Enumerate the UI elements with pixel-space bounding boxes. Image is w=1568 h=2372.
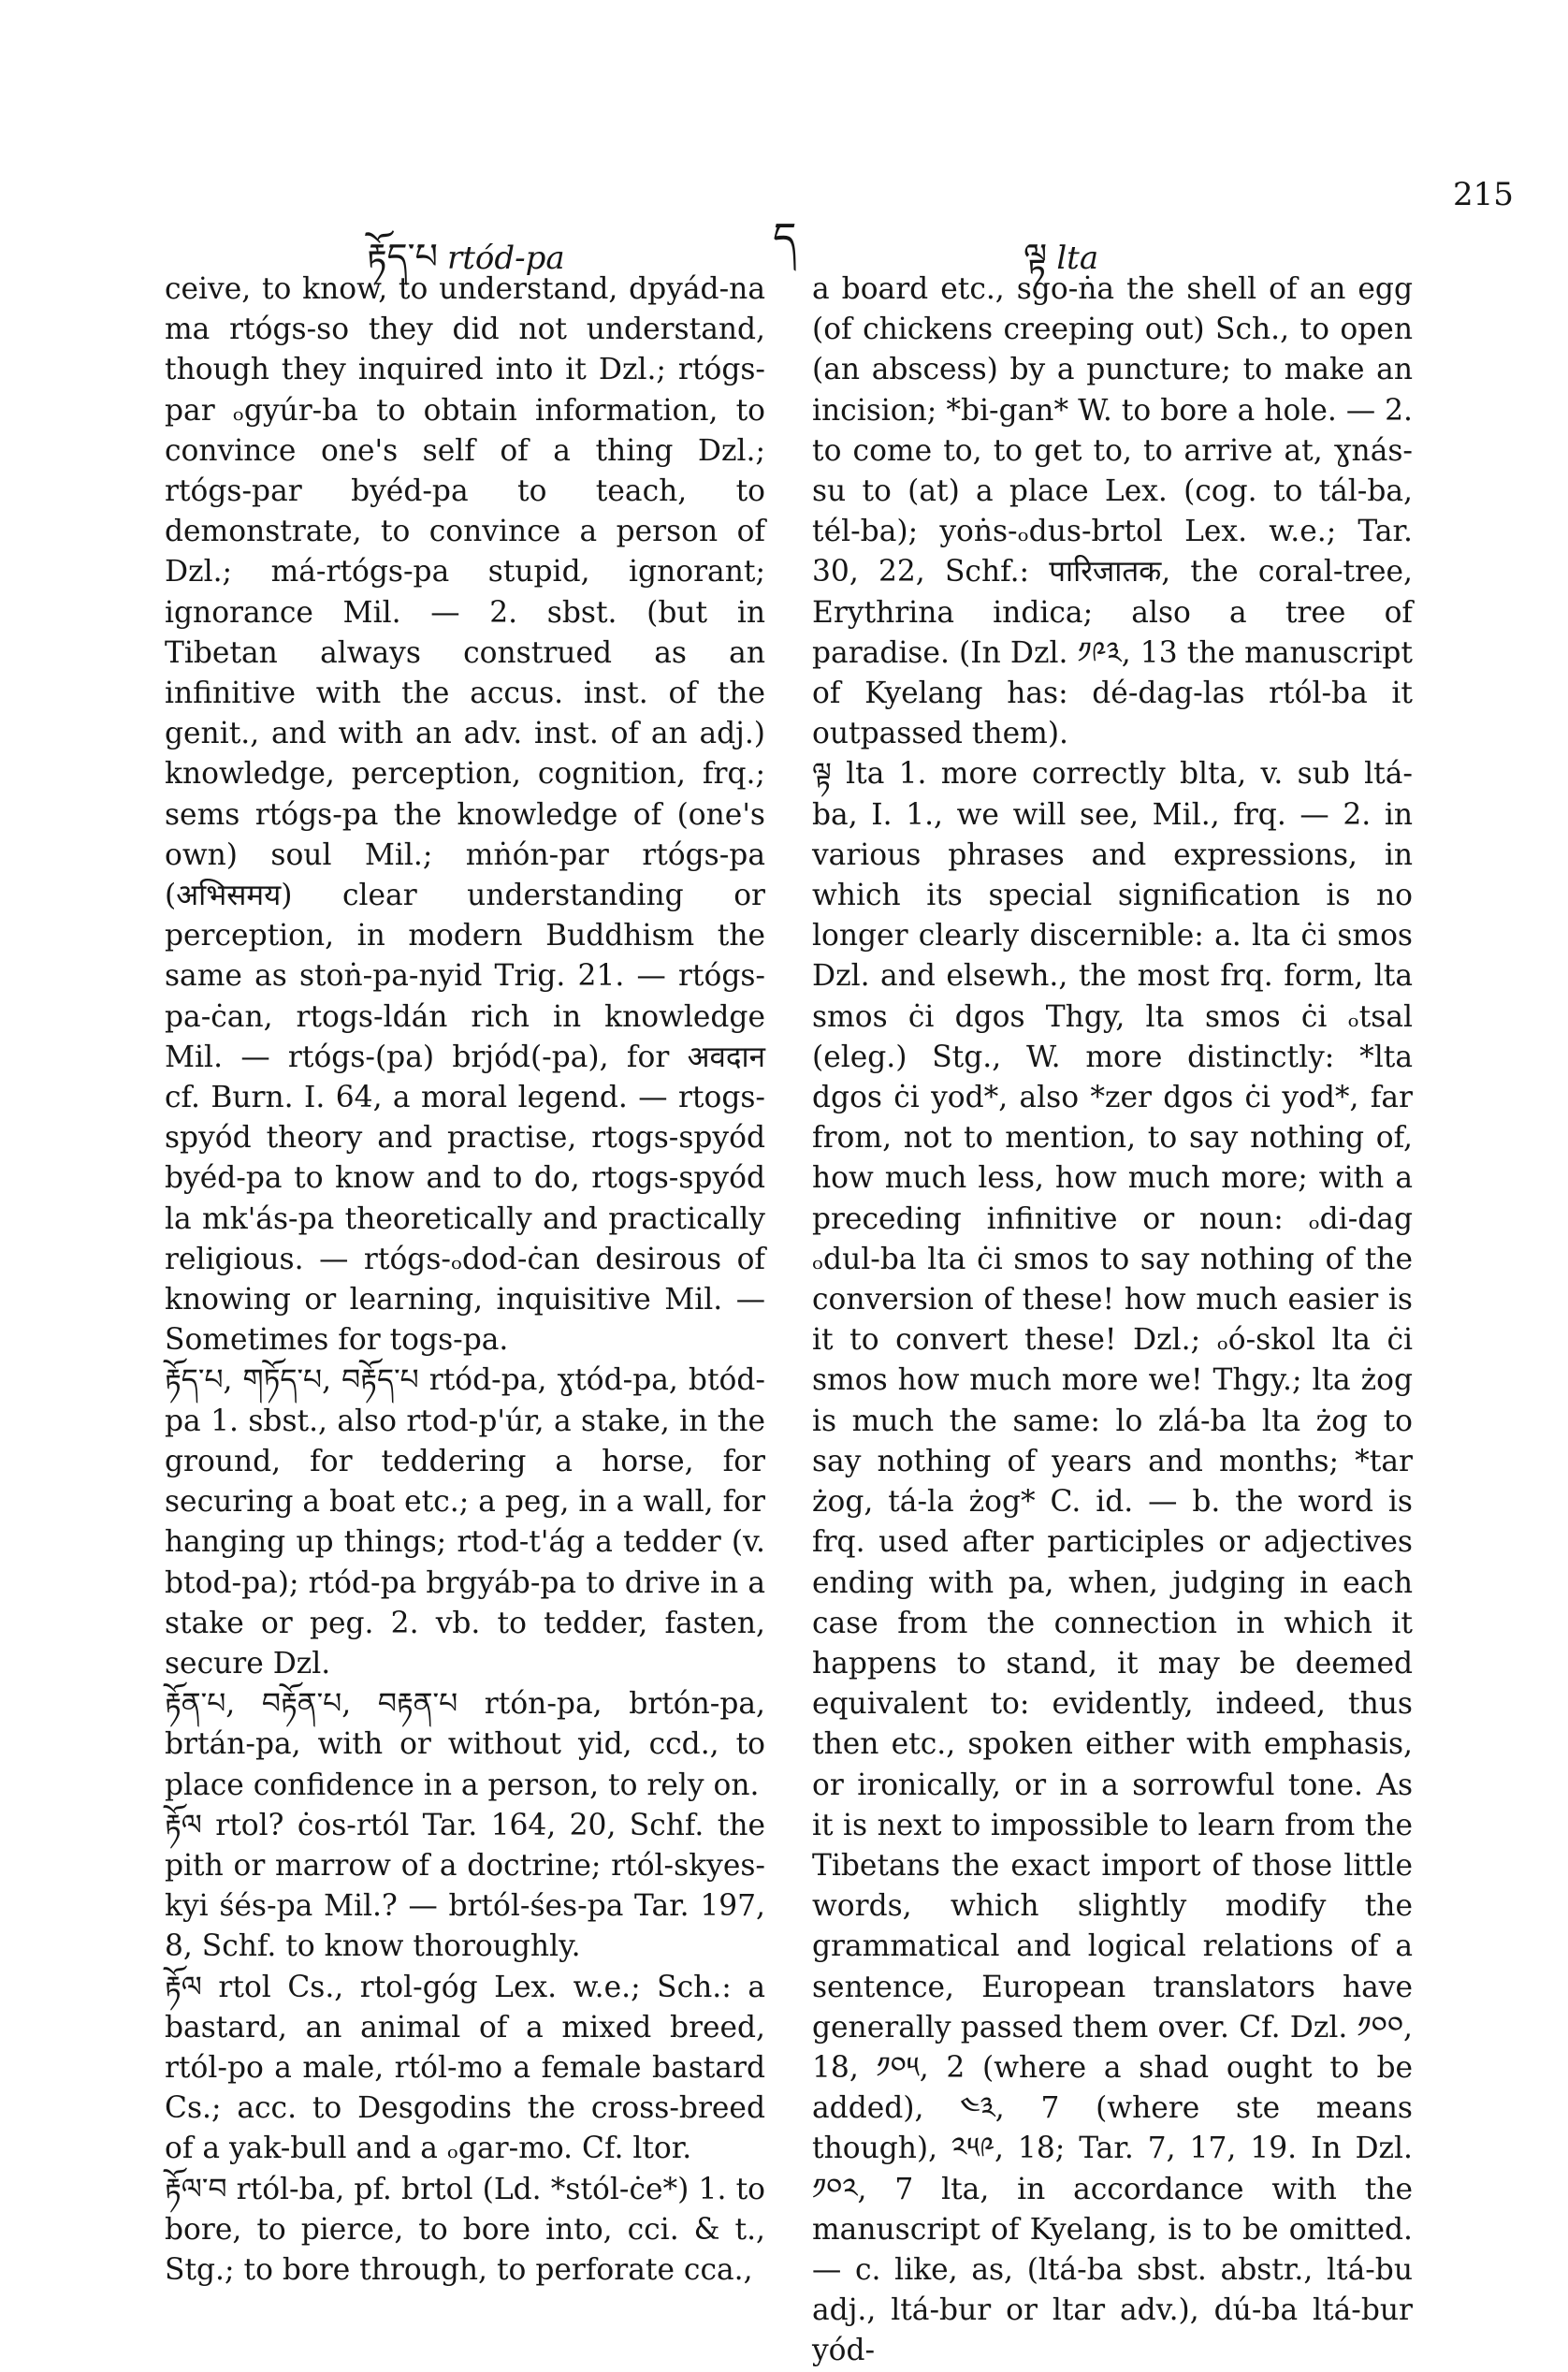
section-letter: ད — [773, 214, 797, 262]
running-head-left-tibetan: རྟོད་པ — [367, 236, 438, 277]
running-head-right-tibetan: ལྟ — [1024, 236, 1048, 277]
left-column — [165, 269, 765, 2291]
entry-paragraph: རྟོད་པ, གཏོད་པ, བརྟོད་པ rtód-pa, ɣtód-pa, btód-pa 1. sbst., also rtod-p'úr, a stake, in the ground, for teddering a horse, for securing a boat etc.; a peg, in a wall, for hanging up things; rtod-t'ág a tedder (v. btod-pa); rtód-pa brgyáb-pa to drive in a stake or peg. 2. vb. to tedder, fasten, secure Dzl. — [165, 1363, 765, 1681]
entry-paragraph: རྟོལ rtol Cs., rtol-góg Lex. w.e.; Sch.: a bastard, an animal of a mixed breed, rtól-po a male, rtól-mo a female bastard Cs.; acc. to Desgodins the cross-breed of a yak-bull and a ₒgar-mo. Cf. ltor. — [165, 1970, 765, 2166]
entry-paragraph: ceive, to know, to understand, dpyád-na ma rtógs-so they did not understand, though they inquired into it Dzl.; rtógs-par ₒgyúr-ba to obtain information, to convince one's self of a thing Dzl.; rtógs-par byéd-pa to teach, to demonstrate, to convince a person of Dzl.; má-rtógs-pa stupid, ignorant; ignorance Mil. — 2. sbst. (but in Tibetan always construed as an infinitive with the accus. inst. of the genit., and with an adv. inst. of an adj.) knowledge, perception, cognition, frq.; sems rtógs-pa the knowledge of (one's own) soul Mil.; mṅón-par rtógs-pa (अभिसमय) clear understanding or perception, in modern Buddhism the same as stoṅ-pa-nyid Trig. 21. — rtógs-pa-ċan, rtogs-ldán rich in knowledge Mil. — rtógs-(pa) brjód(-pa), for अवदान cf. Burn. I. 64, a moral legend. — rtogs-spyód theory and practise, rtogs-spyód byéd-pa to know and to do, rtogs-spyód la mk'ás-pa theoretically and practically religious. — rtógs-ₒdod-ċan desirous of knowing or learning, inquisitive Mil. — Sometimes for togs-pa. — [165, 272, 765, 1358]
entry-paragraph: རྟོན་པ, བརྟོན་པ, བརྟན་པ rtón-pa, brtón-pa, brtán-pa, with or without yid, ccd., to place confidence in a person, to rely on. — [165, 1687, 765, 1802]
entry-paragraph: རྟོལ rtol? ċos-rtól Tar. 164, 20, Schf. the pith or marrow of a doctrine; rtól-skyes-kyi śés-pa Mil.? — brtól-śes-pa Tar. 197, 8, Schf. to know thoroughly. — [165, 1808, 765, 1964]
entry-paragraph: a board etc., sgo-ṅa the shell of an egg (of chickens creeping out) Sch., to open (an abscess) by a puncture; to make an incision; *bi-gan* W. to bore a hole. — 2. to come to, to get to, to arrive at, ɣnás-su to (at) a place Lex. (cog. to tál-ba, tél-ba); yoṅs-ₒdus-brtol Lex. w.e.; Tar. 30, 22, Schf.: पारिजातक, the coral-tree, Erythrina indica; also a tree of paradise. (In Dzl. ༡༩༣, 13 the manuscript of Kyelang has: dé-dag-las rtól-ba it outpassed them). — [812, 272, 1413, 751]
page-number: 215 — [1453, 176, 1514, 213]
entry-paragraph: རྟོལ་བ rtól-ba, pf. brtol (Ld. *stól-ċe*) 1. to bore, to pierce, to bore into, cci. & t., Stg.; to bore through, to perforate cca., — [165, 2172, 765, 2287]
entry-paragraph: ལྟ lta 1. more correctly blta, v. sub ltá-ba, I. 1., we will see, Mil., frq. — 2. in various phrases and expressions, in which its special signification is no longer clearly discernible: a. lta ċi smos Dzl. and elsewh., the most frq. form, lta smos ċi dgos Thgy, lta smos ċi ₒtsal (eleg.) Stg., W. more distinctly: *lta dgos ċi yod*, also *zer dgos ċi yod*, far from, not to mention, to say nothing of, how much less, how much more; with a preceding infinitive or noun: ₒdi-dag ₒdul-ba lta ċi smos to say nothing of the conversion of these! how much easier is it to convert these! Dzl.; ₒó-skol lta ċi smos how much more we! Thgy.; lta żog is much the same: lo zlá-ba lta żog to say nothing of years and months; *tar żog, tá-la żog* C. id. — b. the word is frq. used after participles or adjectives ending with pa, when, judging in each case from the connection in which it happens to stand, it may be deemed equivalent to: evidently, indeed, thus then etc., spoken either with emphasis, or ironically, or in a sorrowful tone. As it is next to impossible to learn from the Tibetans the exact import of those little words, which slightly modify the grammatical and logical relations of a sentence, European translators have generally passed them over. Cf. Dzl. ༡༠༠, 18, ༡༠༥, 2 (where a shad ought to be added), ༤༣, 7 (where ste means though), ༢༥༩, 18; Tar. 7, 17, 19. In Dzl. ༡༠༢, 7 lta, in accordance with the manuscript of Kyelang, is to be omitted. — c. like, as, (ltá-ba sbst. abstr., ltá-bu adj., ltá-bur or ltar adv.), dú-ba ltá-bur yód- — [812, 757, 1413, 2368]
running-head-right-word: lta — [1056, 240, 1099, 277]
running-head-left-word: rtód-pa — [446, 240, 565, 277]
right-column — [812, 269, 1413, 2372]
